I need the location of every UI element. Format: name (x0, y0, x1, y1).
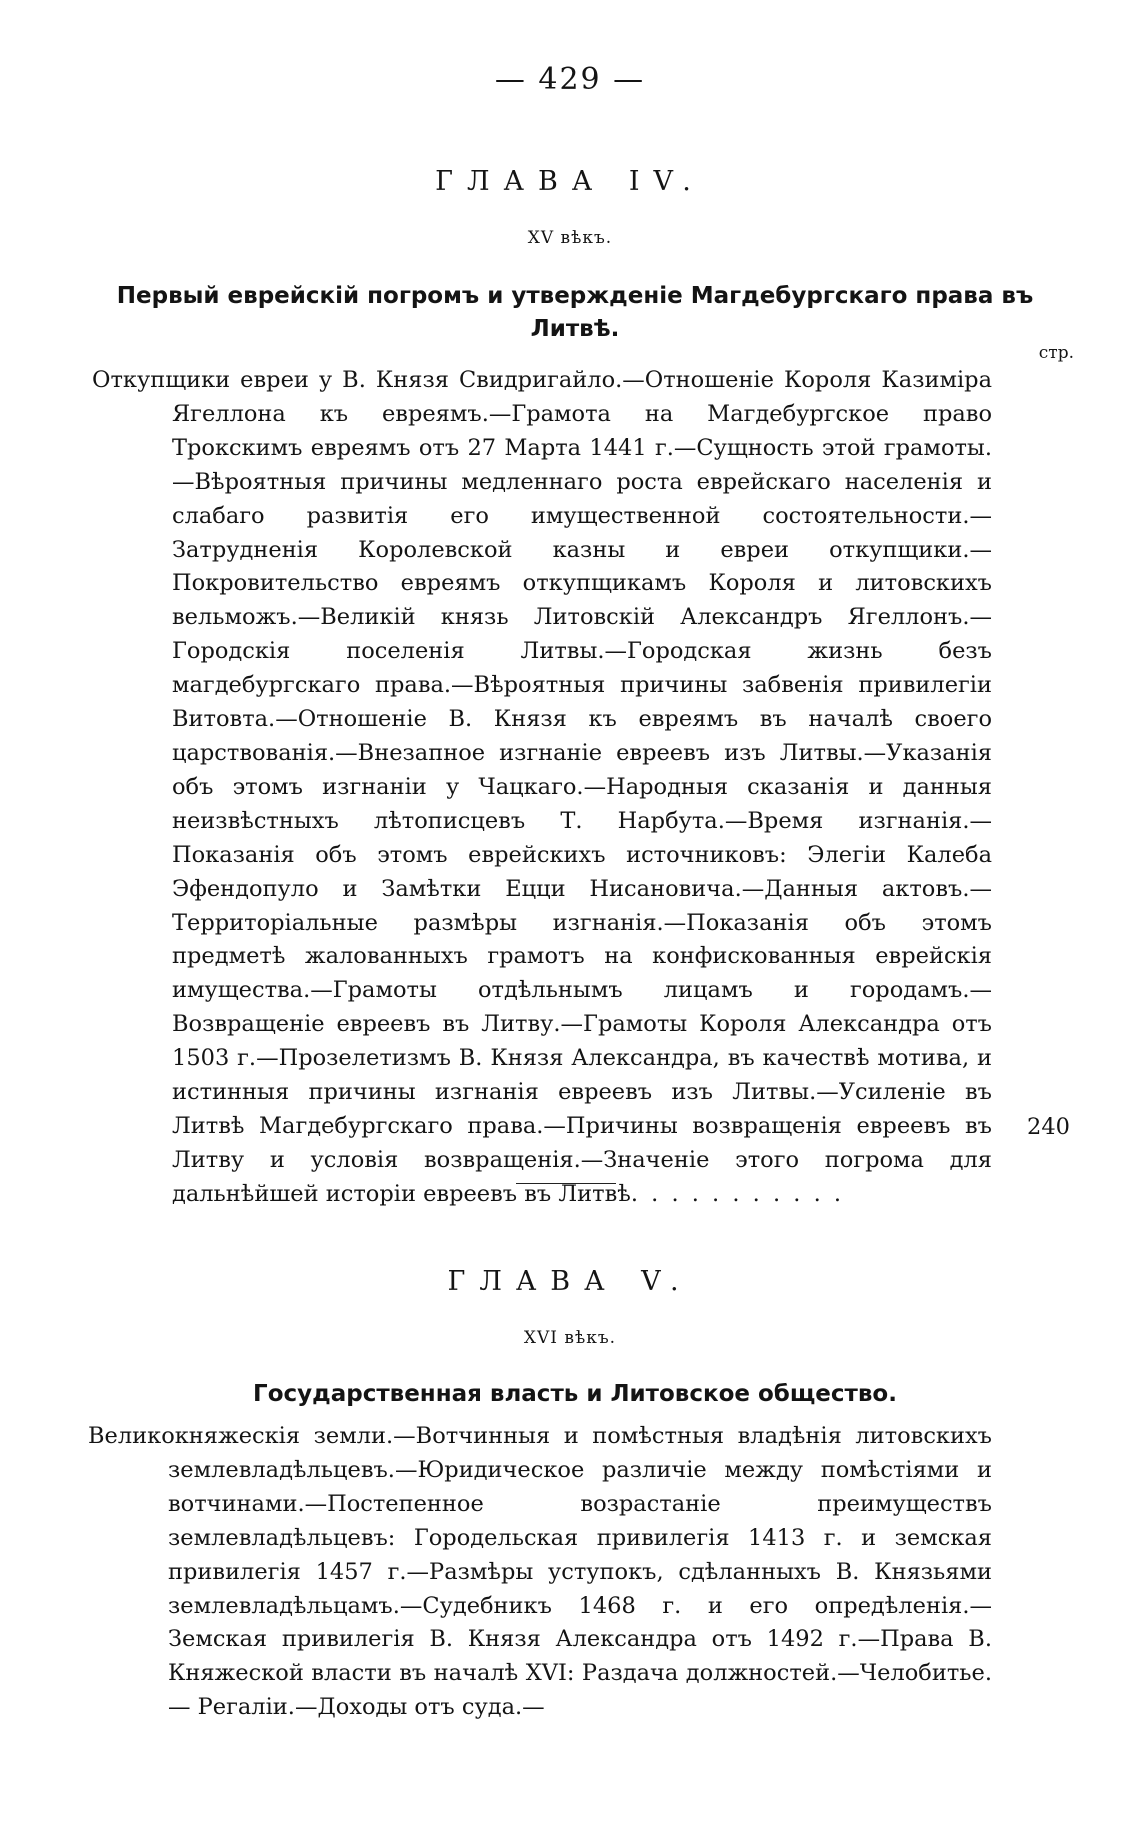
chapter-iv-page-ref: 240 (1027, 1114, 1070, 1140)
page-column-label: стр. (1038, 343, 1074, 363)
page-number: — 429 — (494, 62, 646, 97)
chapter-v-century: XVI вѣкъ. (523, 1328, 617, 1348)
chapter-v-summary: Великокняжескія земли.—Вотчинныя и помѣстныя владѣнія литовскихъ землевладѣльцевъ.—Юридическое различіе между помѣстіями и вотчинами.—Постепенное возрастаніе преимуществъ землевладѣльцевъ: Городельская привилегія 1413 г. и земская привилегія 1457 г.—Размѣры уступокъ, сдѣланныхъ В. Князьями землевладѣльцамъ.—Судебникъ 1468 г. и его опредѣленія.—Земская привилегія В. Князя Александра отъ 1492 г.—Права В. Княжеской власти въ началѣ XVI: Раздача должностей.—Челобитье. — Регаліи.—Доходы отъ суда.— (88, 1423, 992, 1721)
chapter-iv-summary (92, 364, 992, 1212)
chapter-iv-heading: ГЛАВА IV. (435, 166, 705, 197)
chapter-iv-title: Первый еврейскій погромъ и утвержденіе Магдебургскаго права въ Литвѣ. (116, 283, 1034, 342)
chapter-v-title: Государственная власть и Литовское общество. (253, 1381, 897, 1407)
chapter-v-heading: ГЛАВА V. (447, 1266, 693, 1297)
chapter-iv-century: XV вѣкъ. (527, 228, 613, 248)
section-divider (516, 1183, 616, 1184)
dot-leader: . . . . . . . . . . . (630, 1180, 845, 1207)
chapter-iv-summary-text: Откупщики евреи у В. Князя Свидригайло.—Отношеніе Короля Казиміра Ягеллона къ евреямъ.—Грамота на Магдебургское право Трокскимъ евреямъ отъ 27 Марта 1441 г.—Сущность этой грамоты.—Вѣроятныя причины медленнаго роста еврейскаго населенія и слабаго развитія его имущественной состоятельности.—Затрудненія Королевской казны и евреи откупщики.—Покровительство евреямъ откупщикамъ Короля и литовскихъ вельможъ.—Великій князь Литовскій Александръ Ягеллонъ.—Городскія поселенія Литвы.—Городская жизнь безъ магдебургскаго права.—Вѣроятныя причины забвенія привилегіи Витовта.—Отношеніе В. Князя къ евреямъ въ началѣ своего царствованія.—Внезапное изгнаніе евреевъ изъ Литвы.—Указанія объ этомъ изгнаніи у Чацкаго.—Народныя сказанія и данныя неизвѣстныхъ лѣтописцевъ Т. Нарбута.—Время изгнанія.—Показанія объ этомъ еврейскихъ источниковъ: Элегіи Калеба Эфендопуло и Замѣтки Ецци Нисановича.—Данныя актовъ.—Территоріальные размѣры изгнанія.—Показанія объ этомъ предметѣ жалованныхъ грамотъ на конфискованныя еврейскія имущества.—Грамоты отдѣльнымъ лицамъ и городамъ.—Возвращеніе евреевъ въ Литву.—Грамоты Короля Александра отъ 1503 г.—Прозелетизмъ В. Князя Александра, въ качествѣ мотива, и истинныя причины изгнанія евреевъ изъ Литвы.—Усиленіе въ Литвѣ Магдебургскаго права.—Причины возвращенія евреевъ въ Литву и условія возвращенія.—Значеніе этого погрома для дальнѣйшей исторіи евреевъ въ Литвѣ (92, 367, 992, 1207)
